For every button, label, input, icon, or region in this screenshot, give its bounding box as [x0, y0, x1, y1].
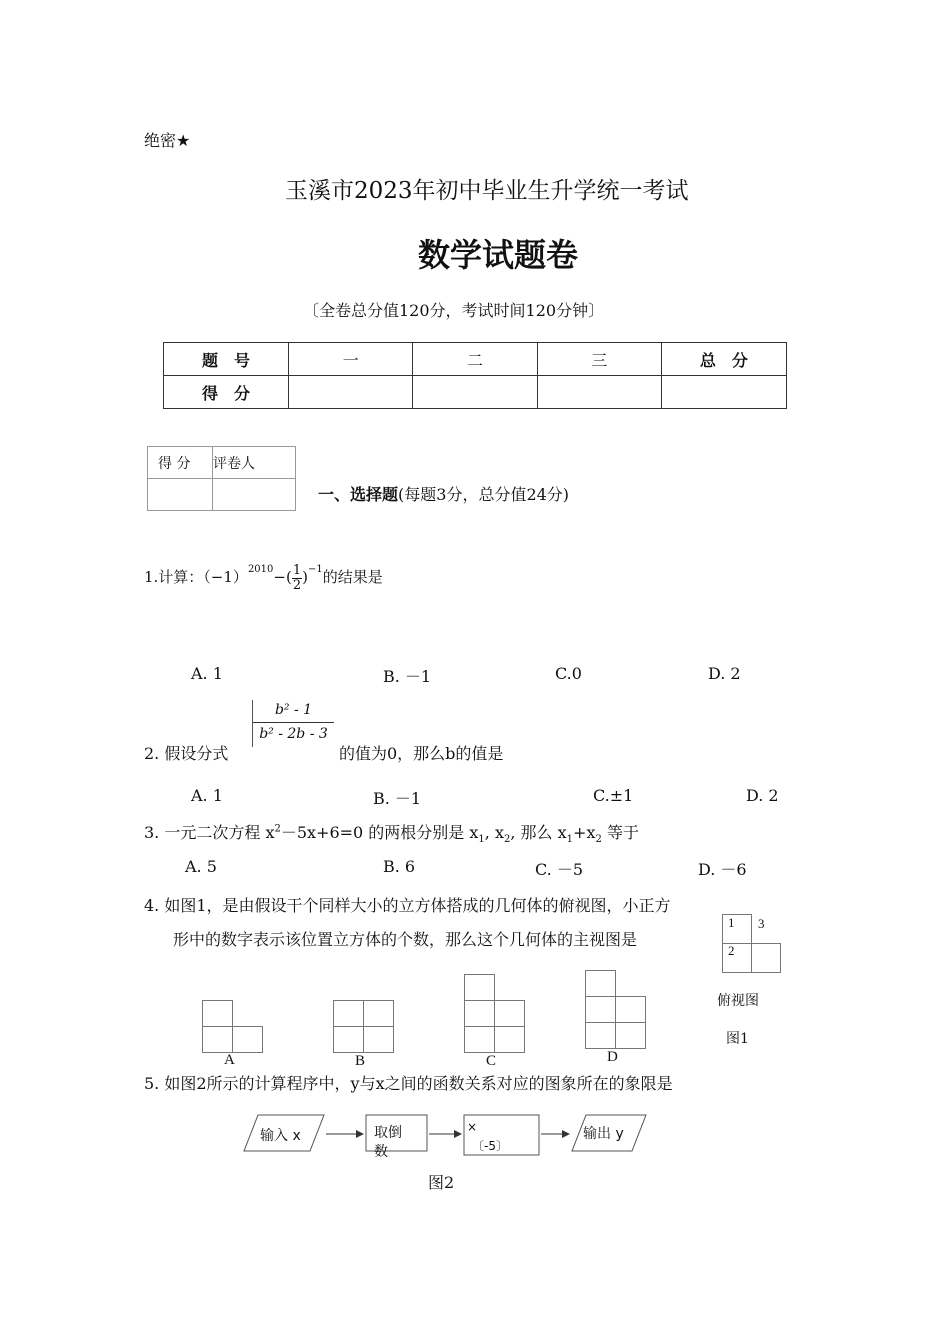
top-view-cell: [722, 943, 752, 973]
exam-title: 玉溪市2023年初中毕业生升学统一考试: [285, 178, 689, 204]
cube-face: [494, 1000, 525, 1027]
flow-arrowhead: [454, 1130, 462, 1138]
q2-option-b[interactable]: B. －1: [373, 789, 422, 808]
cube-face: [615, 996, 646, 1023]
score-cell[interactable]: [413, 376, 537, 409]
score-header-cell: 题 号: [164, 343, 289, 376]
q3-option-b[interactable]: B. 6: [383, 857, 416, 876]
q2-option-d[interactable]: D. 2: [746, 786, 779, 805]
q1-exp1: 2010: [247, 564, 274, 575]
score-header-cell: 三: [537, 343, 661, 376]
flow-multiply-value: 〔-5〕: [472, 1139, 508, 1153]
q3-sub: 2: [595, 834, 602, 846]
option-label-d: D: [607, 1049, 618, 1065]
cube-face: [333, 1000, 364, 1027]
q1-exp2: −1: [307, 564, 323, 575]
q1-frac-den: 2: [292, 577, 302, 593]
q1-mid: −(: [273, 568, 292, 586]
q3-text: , 那么 x: [510, 823, 567, 842]
cube-face: [585, 970, 616, 997]
q3-text: 3. 一元二次方程 x: [144, 823, 275, 842]
flow-output-label: 输出 y: [583, 1126, 624, 1142]
figure1-caption: 图1: [726, 1031, 749, 1047]
cube-face: [585, 1022, 616, 1049]
q1-prefix: 1.计算：（−1）: [144, 568, 248, 586]
cube-face: [202, 1000, 233, 1027]
top-view-cell: [751, 943, 781, 973]
q1-frac-num: 1: [292, 562, 302, 578]
score-cell[interactable]: [661, 376, 786, 409]
question-3: [144, 820, 639, 845]
q1-option-d[interactable]: D. 2: [708, 664, 741, 683]
flow-multiply-sign: ×: [467, 1120, 478, 1134]
cube-face: [464, 1026, 495, 1053]
top-view-number: 1: [728, 915, 735, 930]
q3-text: －5x+6=0 的两根分别是 x: [280, 823, 479, 842]
q1-suffix: 的结果是: [322, 568, 383, 586]
top-view-caption: 俯视图: [717, 993, 759, 1009]
q3-sup: 2: [274, 823, 281, 835]
flow-arrowhead: [562, 1130, 570, 1138]
cube-face: [585, 996, 616, 1023]
grader-cell[interactable]: [213, 479, 296, 511]
q3-option-d[interactable]: D. －6: [698, 860, 747, 879]
q4-line2: 形中的数字表示该位置立方体的个数，那么这个几何体的主视图是: [173, 930, 638, 949]
grader-score-cell[interactable]: [148, 479, 213, 511]
figure2-caption: 图2: [428, 1173, 455, 1192]
q2-numerator: b² - 1: [253, 700, 334, 723]
q1-option-c[interactable]: C.0: [555, 664, 582, 683]
q1-fraction: [292, 564, 302, 593]
q2-suffix: 的值为0，那么b的值是: [339, 744, 504, 763]
q5-text: 5. 如图2所示的计算程序中，y与x之间的函数关系对应的图象所在的象限是: [144, 1074, 673, 1093]
q2-option-c[interactable]: C.±1: [593, 786, 634, 805]
question-1: [144, 558, 383, 593]
section1-heading: [318, 482, 569, 505]
q2-fraction: [252, 700, 334, 747]
q1-option-a[interactable]: A. 1: [191, 664, 223, 683]
cube-face: [363, 1000, 394, 1027]
score-header-cell: 一: [289, 343, 413, 376]
q3-text: 等于: [601, 823, 639, 842]
q2-prefix: 2. 假设分式: [144, 744, 229, 763]
cube-face: [202, 1026, 233, 1053]
flow-reciprocal-label-2: 数: [374, 1144, 388, 1160]
score-header-cell: 总 分: [661, 343, 786, 376]
secret-mark: 绝密★: [144, 131, 191, 150]
flow-arrowhead: [356, 1130, 364, 1138]
exam-note: 〔全卷总分值120分，考试时间120分钟〕: [303, 301, 605, 320]
section1-title: 一、选择题: [318, 485, 399, 504]
top-view-number: 3: [758, 916, 765, 931]
q1-option-b[interactable]: B. －1: [383, 667, 432, 686]
grader-table: [147, 446, 296, 511]
q2-denominator: b² - 2b - 3: [259, 726, 328, 742]
option-label-b: B: [355, 1053, 366, 1069]
q3-sub: 2: [504, 834, 511, 846]
cube-face: [464, 974, 495, 1001]
q3-option-c[interactable]: C. －5: [535, 860, 584, 879]
cube-face: [494, 1026, 525, 1053]
option-label-c: C: [486, 1053, 497, 1069]
q3-text: , x: [484, 823, 504, 842]
cube-face: [232, 1026, 263, 1053]
score-row-label: 得 分: [164, 376, 289, 409]
q4-line1: 4. 如图1，是由假设干个同样大小的立方体搭成的几何体的俯视图，小正方: [144, 896, 671, 915]
score-cell[interactable]: [537, 376, 661, 409]
top-view-number: 2: [728, 943, 735, 958]
grader-score-label: 得 分: [148, 447, 213, 479]
q3-text: +x: [573, 823, 596, 842]
q1-close: ): [302, 568, 308, 586]
q3-option-a[interactable]: A. 5: [185, 857, 217, 876]
score-table: [163, 342, 787, 409]
section1-note: (每题3分，总分值24分): [398, 485, 570, 504]
flow-reciprocal-label-1: 取倒: [374, 1125, 402, 1141]
cube-face: [464, 1000, 495, 1027]
flow-input-label: 输入 x: [260, 1128, 301, 1144]
option-label-a: A: [224, 1052, 235, 1068]
paper-title: 数学试题卷: [418, 236, 579, 274]
q3-sub: 1: [566, 834, 574, 846]
cube-face: [615, 1022, 646, 1049]
q2-option-a[interactable]: A. 1: [191, 786, 223, 805]
q3-sub: 1: [478, 834, 485, 846]
score-cell[interactable]: [289, 376, 413, 409]
grader-label: 评卷人: [213, 447, 296, 479]
cube-face: [333, 1026, 364, 1053]
score-header-cell: 二: [413, 343, 537, 376]
top-view-cell: [722, 914, 752, 944]
cube-face: [363, 1026, 394, 1053]
